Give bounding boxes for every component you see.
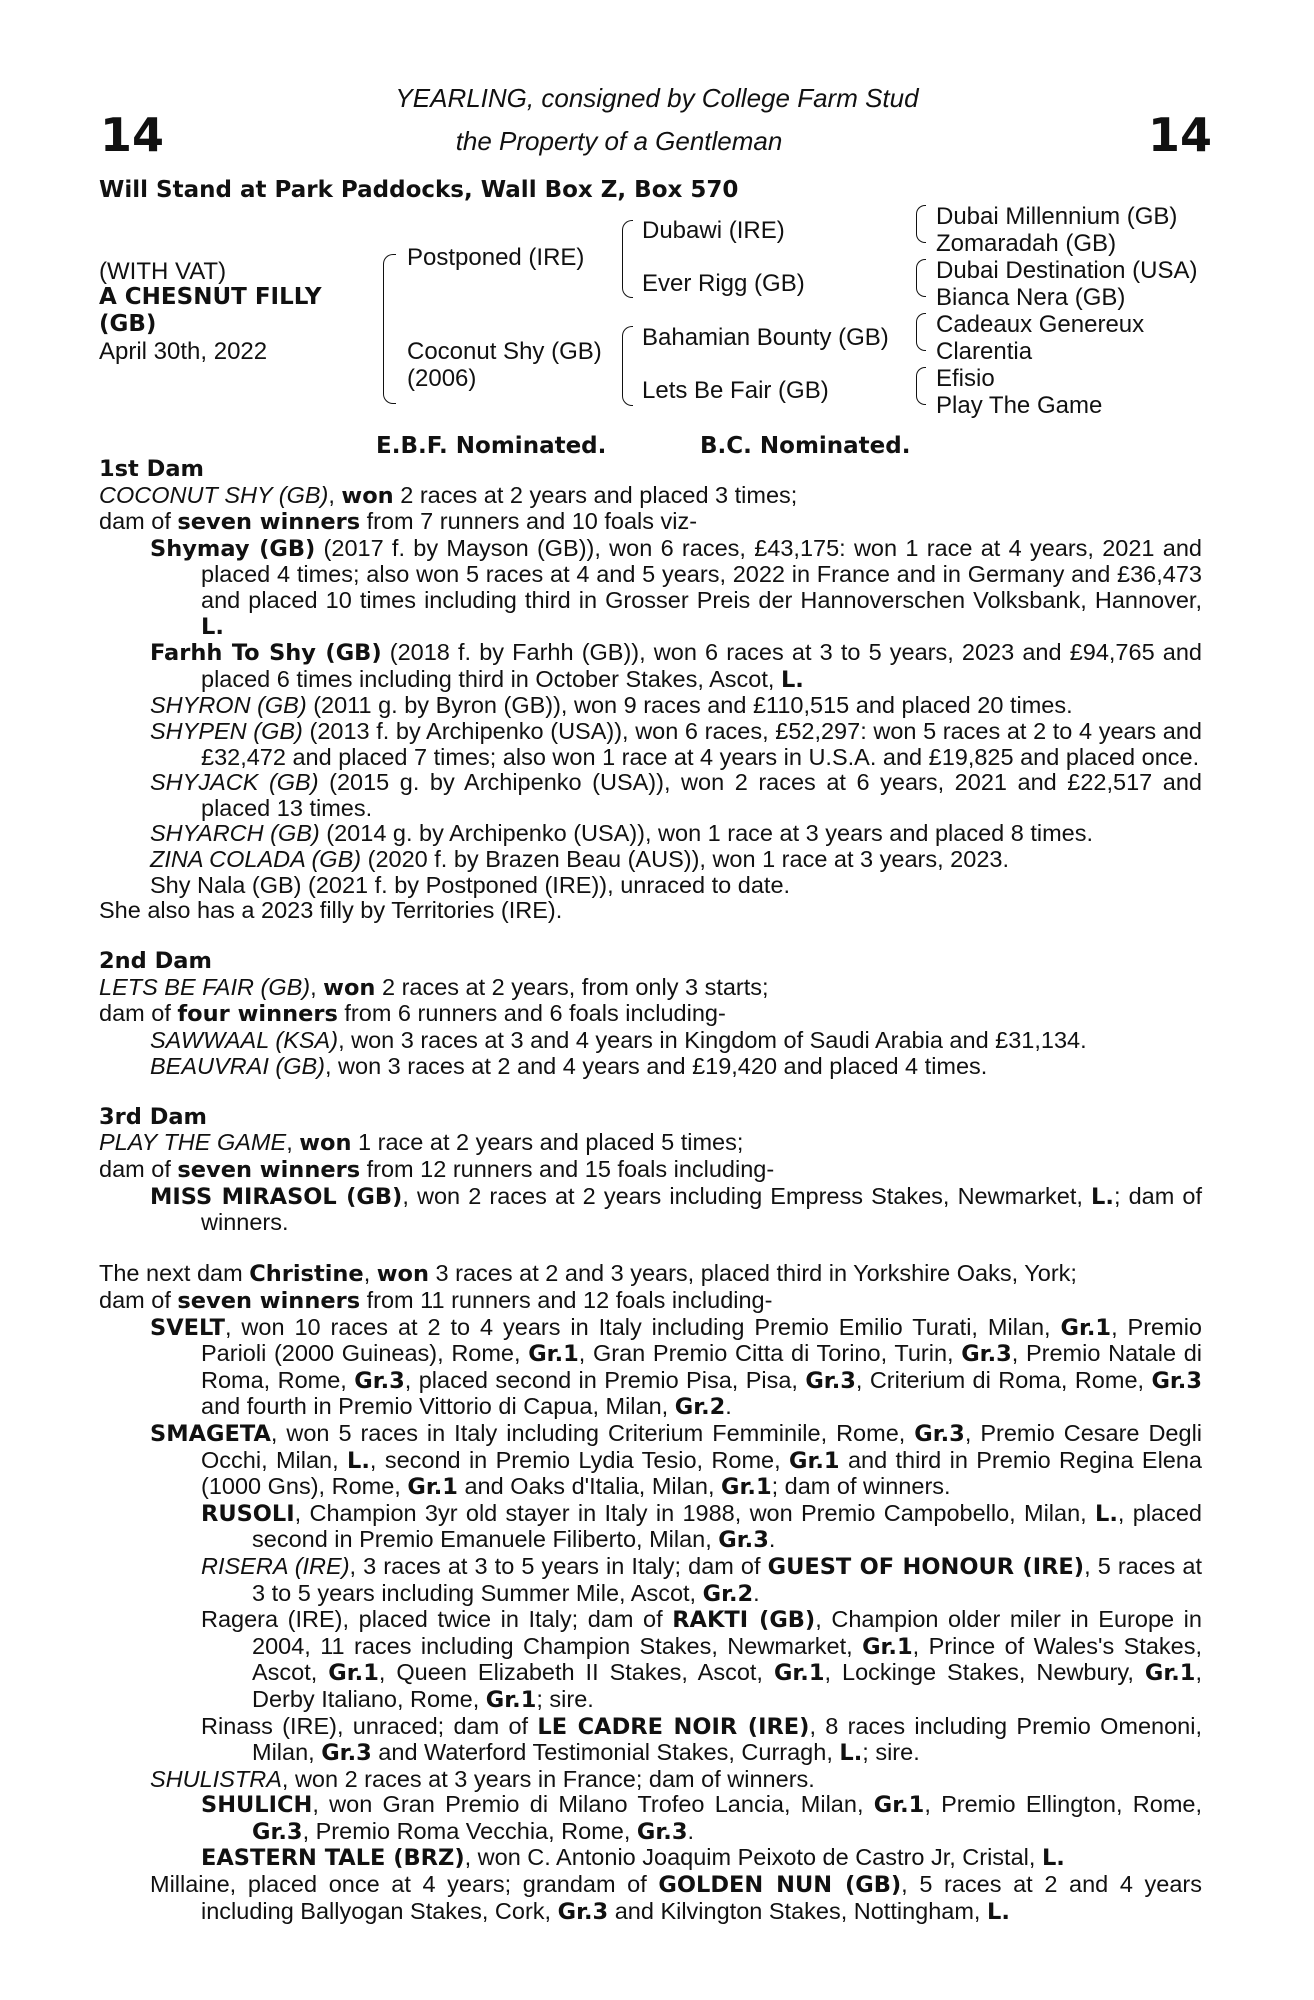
ebf-nomination: E.B.F. Nominated. bbox=[376, 433, 607, 459]
produce-smageta: SMAGETA, won 5 races in Italy including Criterium Femminile, Rome, Gr.3, Premio Cesare Degli Occhi, Milan, L., second in Premio Lydia Tesio, Rome, Gr.1 and third in Premio Regina Elena (1000 Gns), Rome, Gr.1 and Oaks d'Italia, Milan, Gr.1; dam of winners. bbox=[150, 1419, 1203, 1501]
horse-name: A CHESNUT FILLY bbox=[99, 284, 322, 310]
produce-zina-colada: ZINA COLADA (GB) (2020 f. by Brazen Beau (AUS)), won 1 race at 3 years, 2023. bbox=[150, 845, 1009, 872]
dam-year: (2006) bbox=[407, 365, 477, 392]
pedigree-brace-3 bbox=[622, 326, 633, 406]
produce-2023-filly: She also has a 2023 filly by Territories (IRE). bbox=[99, 897, 563, 924]
produce-sawwaal: SAWWAAL (KSA), won 3 races at 3 and 4 years in Kingdom of Saudi Arabia and £31,134. bbox=[150, 1027, 1087, 1054]
consignor-line: YEARLING, consigned by College Farm Stud bbox=[395, 83, 919, 113]
first-dam-produce-summary: dam of seven winners from 7 runners and 10 foals viz- bbox=[99, 508, 698, 536]
produce-shulich: SHULICH, won Gran Premio di Milano Trofeo Lancia, Milan, Gr.1, Premio Ellington, Rome, Gr.3, Premio Roma Vecchia, Rome, Gr.3. bbox=[201, 1791, 1202, 1845]
gg-sire-1: Dubai Millennium (GB) bbox=[936, 203, 1178, 230]
gg-sire-2: Dubai Destination (USA) bbox=[936, 257, 1198, 284]
first-dam-heading: 1st Dam bbox=[99, 456, 204, 482]
produce-shy-nala: Shy Nala (GB) (2021 f. by Postponed (IRE)), unraced to date. bbox=[150, 871, 791, 898]
gg-sire-4: Efisio bbox=[936, 365, 995, 392]
pedigree-brace-6 bbox=[916, 313, 926, 351]
pedigree-brace-1 bbox=[383, 254, 396, 404]
lot-number-left: 14 bbox=[100, 108, 165, 162]
sire-sire: Dubawi (IRE) bbox=[642, 217, 785, 244]
pedigree-brace-7 bbox=[916, 367, 926, 405]
produce-shyjack: SHYJACK (GB) (2015 g. by Archipenko (USA)), won 2 races at 6 years, 2021 and £22,517 and placed 13 times. bbox=[150, 769, 1202, 821]
produce-risera: RISERA (IRE), 3 races at 3 to 5 years in Italy; dam of GUEST OF HONOUR (IRE), 5 races at 3 to 5 years including Summer Mile, Ascot, Gr.2. bbox=[201, 1552, 1202, 1607]
produce-shulistra: SHULISTRA, won 2 races at 3 years in France; dam of winners. bbox=[150, 1765, 815, 1792]
horse-name-country: (GB) bbox=[99, 311, 157, 337]
next-dam-record: The next dam Christine, won 3 races at 2 and 3 years, placed third in Yorkshire Oaks, York; bbox=[99, 1260, 1077, 1288]
first-dam-record: COCONUT SHY (GB), won 2 races at 2 years and placed 3 times; bbox=[99, 481, 798, 509]
produce-beauvrai: BEAUVRAI (GB), won 3 races at 2 and 4 years and £19,420 and placed 4 times. bbox=[150, 1052, 988, 1079]
third-dam-produce-summary: dam of seven winners from 12 runners and 15 foals including- bbox=[99, 1156, 775, 1184]
foaling-date: April 30th, 2022 bbox=[99, 338, 268, 365]
property-line: the Property of a Gentleman bbox=[455, 126, 783, 156]
gg-dam-4: Play The Game bbox=[936, 392, 1103, 419]
produce-rusoli: RUSOLI, Champion 3yr old stayer in Italy in 1988, won Premio Campobello, Milan, L., placed second in Premio Emanuele Filiberto, Milan, Gr.3. bbox=[201, 1499, 1202, 1554]
vat-note: (WITH VAT) bbox=[99, 258, 227, 285]
lot-number-right: 14 bbox=[1148, 108, 1213, 162]
produce-shyron: SHYRON (GB) (2011 g. by Byron (GB)), won 9 races and £110,515 and placed 20 times. bbox=[150, 692, 1073, 719]
produce-eastern-tale: EASTERN TALE (BRZ), won C. Antonio Joaquim Peixoto de Castro Jr, Cristal, L. bbox=[201, 1844, 1065, 1872]
pedigree-brace-4 bbox=[916, 205, 926, 243]
catalogue-body bbox=[99, 457, 1202, 1925]
sire-name: Postponed (IRE) bbox=[407, 244, 585, 271]
dam-sire: Bahamian Bounty (GB) bbox=[642, 324, 889, 351]
pedigree-brace-2 bbox=[622, 220, 633, 298]
second-dam-record: LETS BE FAIR (GB), won 2 races at 2 years, from only 3 starts; bbox=[99, 973, 769, 1001]
produce-millaine: Millaine, placed once at 4 years; grandam of GOLDEN NUN (GB), 5 races at 2 and 4 years including Ballyogan Stakes, Cork, Gr.3 and Kilvington Stakes, Nottingham, L. bbox=[150, 1871, 1202, 1925]
produce-svelt: SVELT, won 10 races at 2 to 4 years in Italy including Premio Emilio Turati, Milan, Gr.1, Premio Parioli (2000 Guineas), Rome, Gr.1, Gran Premio Citta di Torino, Turin, Gr.3, Premio Natale di Roma, Rome, Gr.3, placed second in Premio Pisa, Pisa, Gr.3, Criterium di Roma, Rome, Gr.3 and fourth in Premio Vittorio di Capua, Milan, Gr.2. bbox=[150, 1313, 1203, 1421]
produce-ragera: Ragera (IRE), placed twice in Italy; dam of RAKTI (GB), Champion older miler in Europe in 2004, 11 races including Champion Stakes, Newmarket, Gr.1, Prince of Wales's Stakes, Ascot, Gr.1, Queen Elizabeth II Stakes, Ascot, Gr.1, Lockinge Stakes, Newbury, Gr.1, Derby Italiano, Rome, Gr.1; sire. bbox=[201, 1606, 1202, 1713]
third-dam-heading: 3rd Dam bbox=[99, 1103, 207, 1130]
third-dam-record: PLAY THE GAME, won 1 race at 2 years and placed 5 times; bbox=[99, 1129, 744, 1157]
bc-nomination: B.C. Nominated. bbox=[700, 433, 911, 459]
produce-shymay: Shymay (GB) (2017 f. by Mayson (GB)), won 6 races, £43,175: won 1 race at 4 years, 2021 and placed 4 times; also won 5 races at 4 and 5 years, 2022 in France and in Germany and £36,473 and placed 10 times including third in Grosser Preis der Hannoverschen Volksbank, Hannover, L. bbox=[150, 534, 1202, 640]
dam-dam: Lets Be Fair (GB) bbox=[642, 377, 829, 404]
dam-name: Coconut Shy (GB) bbox=[407, 338, 602, 365]
gg-dam-2: Bianca Nera (GB) bbox=[936, 284, 1126, 311]
produce-miss-mirasol: MISS MIRASOL (GB), won 2 races at 2 years including Empress Stakes, Newmarket, L.; dam of winners. bbox=[150, 1182, 1202, 1236]
gg-sire-3: Cadeaux Genereux bbox=[936, 311, 1145, 338]
gg-dam-3: Clarentia bbox=[936, 338, 1033, 365]
produce-rinass: Rinass (IRE), unraced; dam of LE CADRE NOIR (IRE), 8 races including Premio Omenoni, Milan, Gr.3 and Waterford Testimonial Stakes, Curragh, L.; sire. bbox=[201, 1712, 1202, 1767]
produce-shyarch: SHYARCH (GB) (2014 g. by Archipenko (USA)), won 1 race at 3 years and placed 8 times. bbox=[150, 820, 1094, 847]
second-dam-heading: 2nd Dam bbox=[99, 948, 212, 975]
produce-shypen: SHYPEN (GB) (2013 f. by Archipenko (USA)), won 6 races, £52,297: won 5 races at 2 to 4 years and £32,472 and placed 7 times; also won 1 race at 4 years in U.S.A. and £19,825 and placed once. bbox=[150, 717, 1202, 770]
next-dam-produce-summary: dam of seven winners from 11 runners and 12 foals including- bbox=[99, 1287, 773, 1314]
pedigree-brace-5 bbox=[916, 259, 926, 297]
produce-farhh-to-shy: Farhh To Shy (GB) (2018 f. by Farhh (GB)), won 6 races at 3 to 5 years, 2023 and £94,765 and placed 6 times including third in October Stakes, Ascot, L. bbox=[150, 639, 1202, 693]
gg-dam-1: Zomaradah (GB) bbox=[936, 230, 1117, 257]
sire-dam: Ever Rigg (GB) bbox=[642, 270, 805, 297]
second-dam-produce-summary: dam of four winners from 6 runners and 6 foals including- bbox=[99, 1000, 726, 1028]
stand-location: Will Stand at Park Paddocks, Wall Box Z, Box 570 bbox=[99, 177, 739, 203]
